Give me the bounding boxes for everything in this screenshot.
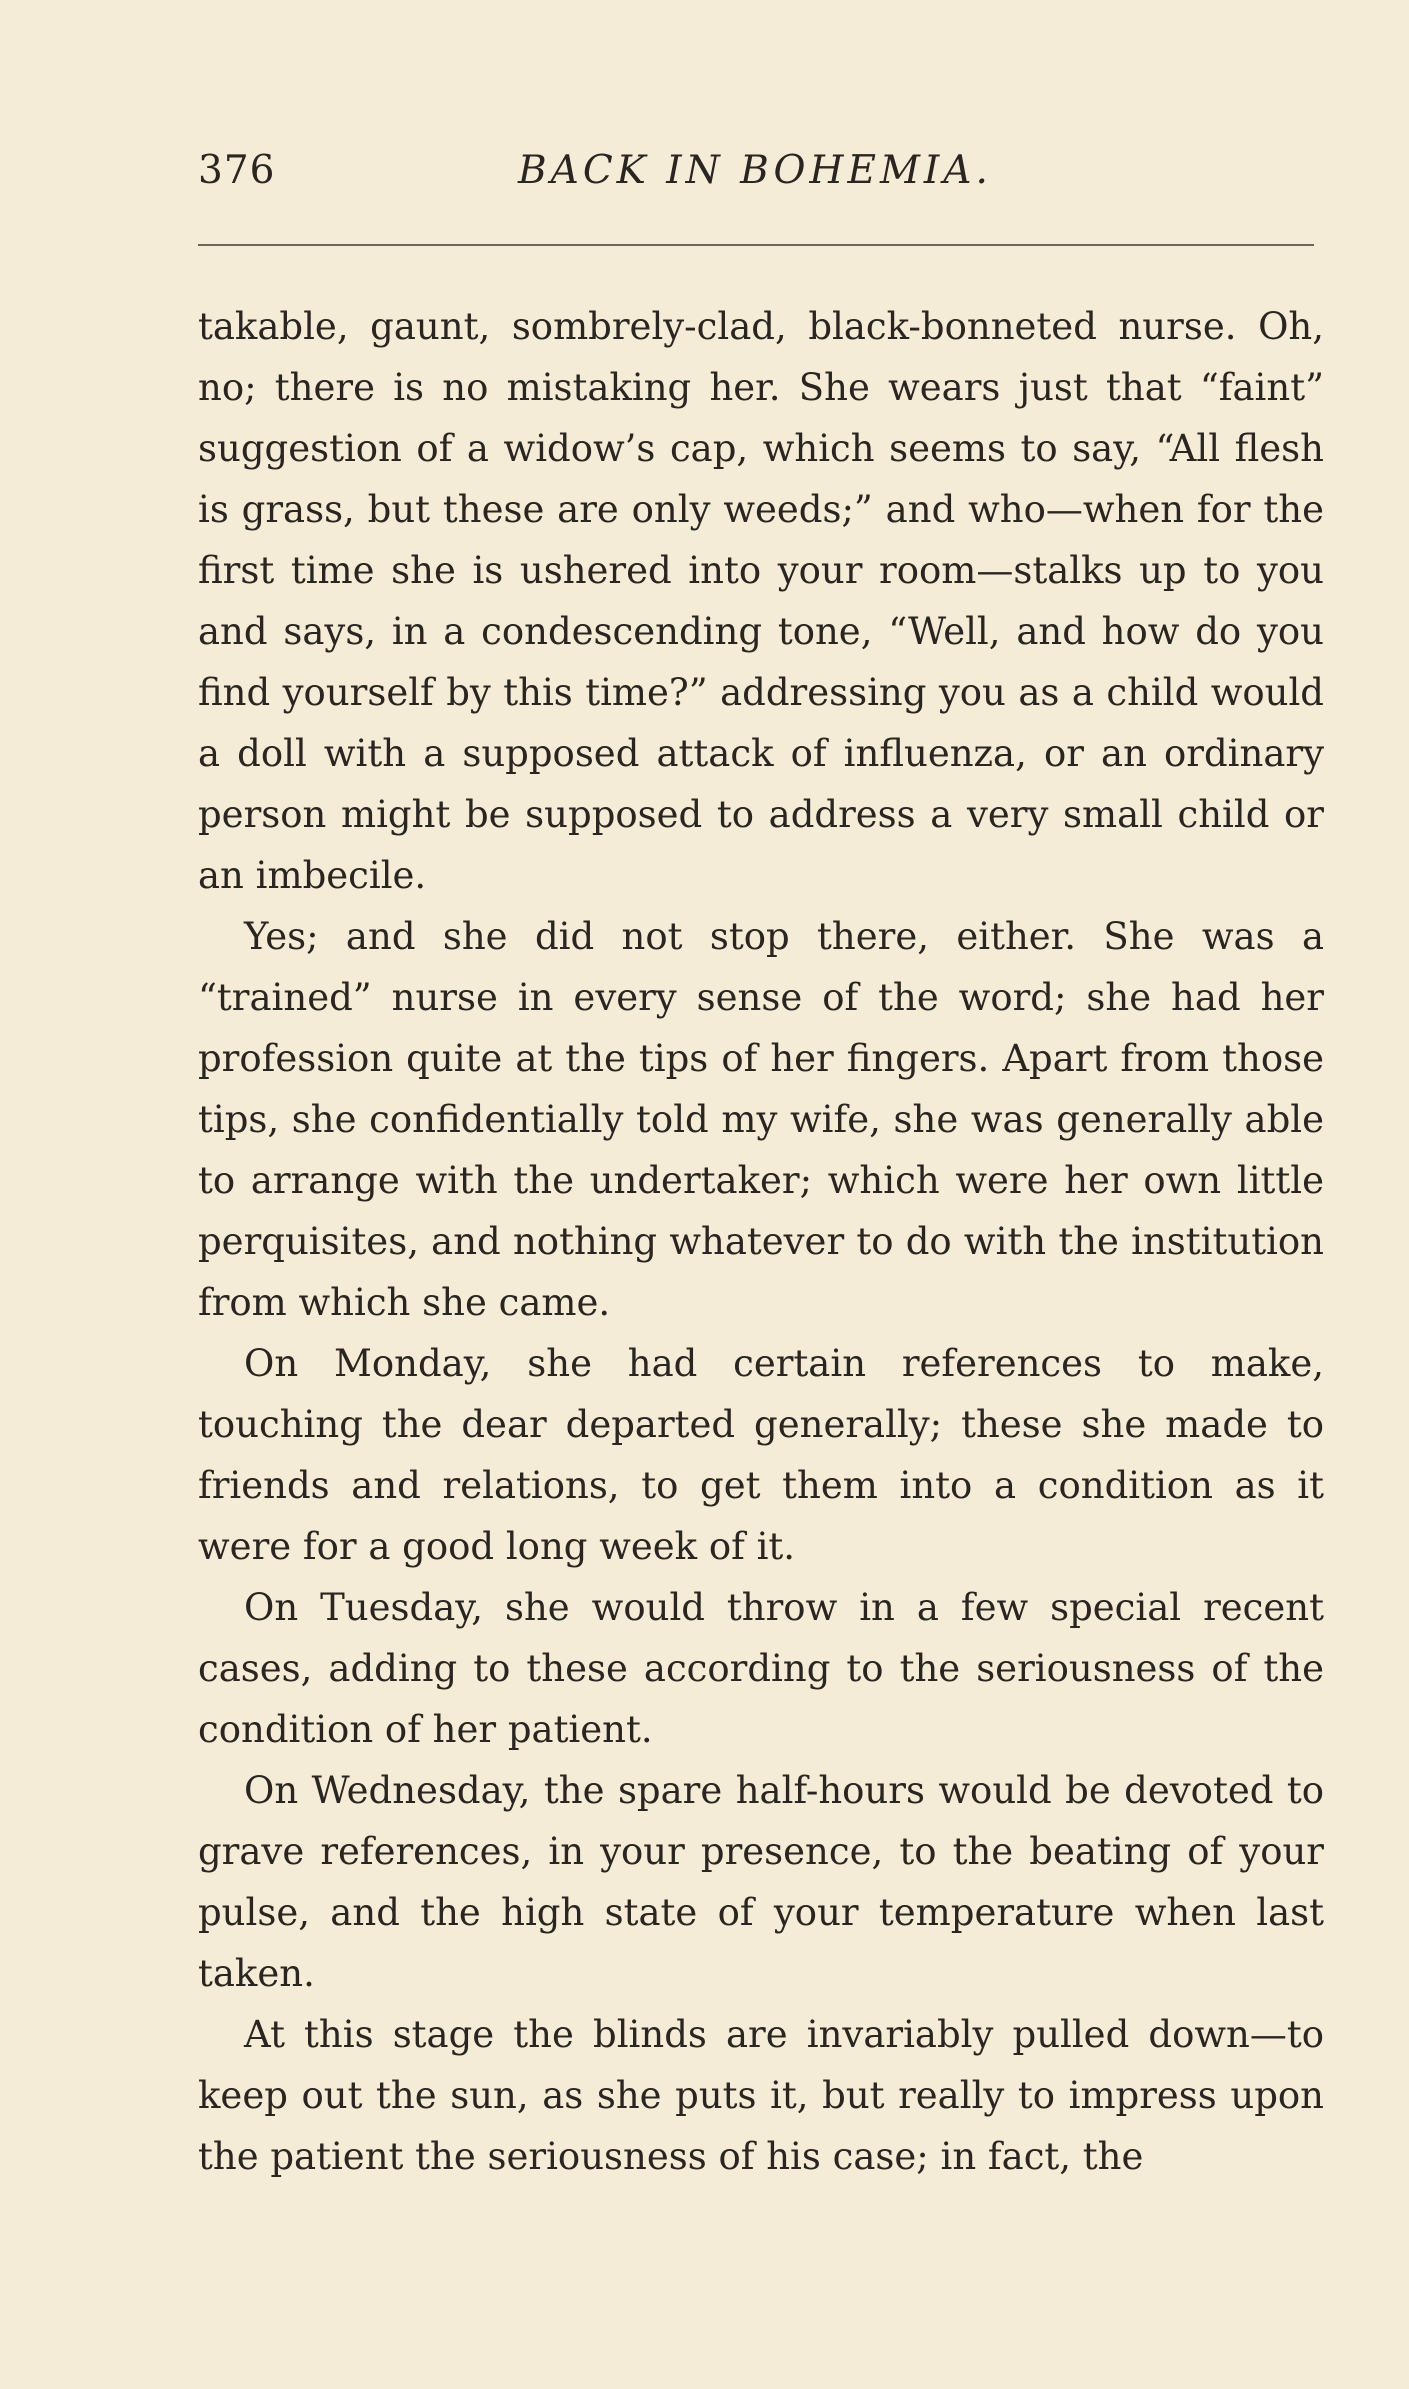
paragraph-4: On Tuesday, she would throw in a few special recent cases, adding to these according to the seriousness of the condition of her patient.	[198, 1586, 1324, 1751]
paragraph-2: Yes; and she did not stop there, either. She was a “trained” nurse in every sense of the word; she had her profession quite at the tips of her fingers. Apart from those tips, she confidentially told my wife, she was generally able to arrange with the undertaker; which were her own little perquisites, and nothing whatever to do with the institution from which she came.	[198, 915, 1324, 1324]
paragraph-3: On Monday, she had certain references to make, touching the dear departed generally; these she made to friends and relations, to get them into a condition as it were for a good long week of it.	[198, 1342, 1324, 1568]
body-text	[198, 296, 1324, 2187]
page-header	[198, 148, 1322, 208]
paragraph-5: On Wednesday, the spare half-hours would be devoted to grave references, in your presence, to the beating of your pulse, and the high state of your temperature when last taken.	[198, 1769, 1324, 1995]
paragraph-6: At this stage the blinds are invariably pulled down—to keep out the sun, as she puts it, but really to impress upon the patient the seriousness of his case; in fact, the	[198, 2013, 1324, 2178]
page-number: 376	[198, 148, 276, 193]
header-rule	[198, 244, 1314, 246]
running-head: BACK IN BOHEMIA.	[518, 148, 992, 193]
paragraph-1: takable, gaunt, sombrely-clad, black-bonneted nurse. Oh, no; there is no mistaking her. She wears just that “faint” suggestion of a widow’s cap, which seems to say, “All flesh is grass, but these are only weeds;” and who—when for the first time she is ushered into your room—stalks up to you and says, in a condescending tone, “Well, and how do you find yourself by this time?” addressing you as a child would a doll with a supposed attack of influenza, or an ordinary person might be supposed to address a very small child or an imbecile.	[198, 305, 1324, 897]
